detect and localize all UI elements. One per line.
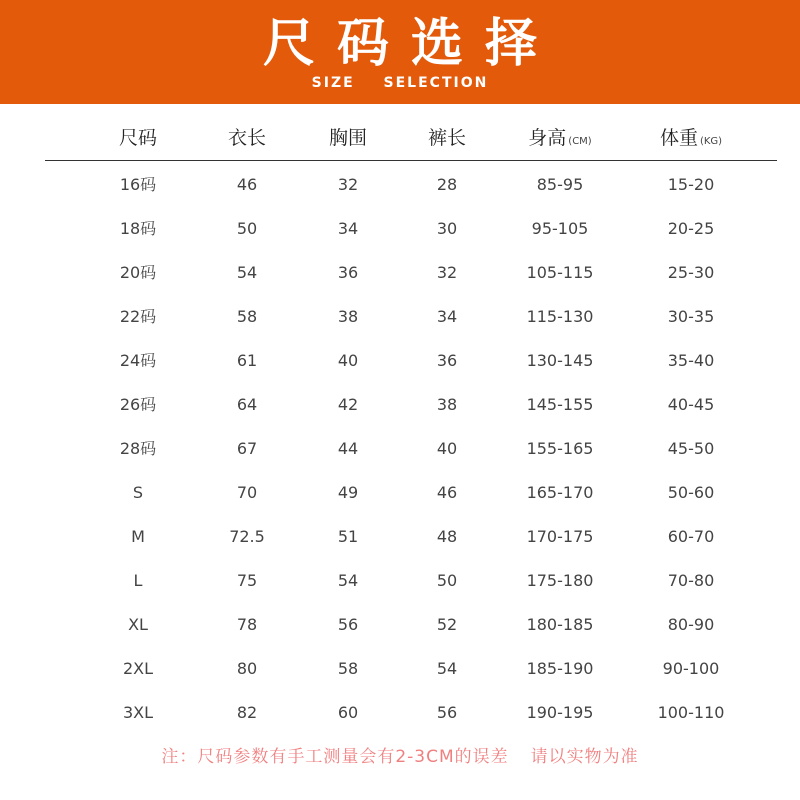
cell-size: 28码 (119, 439, 157, 458)
cell-pants-length: 56 (436, 703, 458, 722)
column-header-height: 身高 (CM) (528, 127, 592, 149)
cell-height: 155-165 (526, 439, 594, 458)
cell-chest: 44 (337, 439, 359, 458)
measurement-note (0, 742, 800, 767)
column-header-size: 尺码 (118, 127, 158, 149)
table-row (45, 649, 777, 693)
cell-size: XL (128, 615, 148, 634)
table-body (45, 165, 777, 737)
cell-weight: 40-45 (667, 395, 715, 414)
cell-size: 26码 (119, 395, 157, 414)
cell-weight: 90-100 (662, 659, 720, 678)
cell-pants-length: 34 (436, 307, 458, 326)
weight-unit: (KG) (699, 136, 723, 147)
cell-weight: 25-30 (667, 263, 715, 282)
cell-chest: 42 (337, 395, 359, 414)
cell-length: 46 (236, 175, 258, 194)
cell-chest: 56 (337, 615, 359, 634)
cell-pants-length: 48 (436, 527, 458, 546)
table-header-row (45, 116, 777, 161)
cell-length: 54 (236, 263, 258, 282)
cell-weight: 80-90 (667, 615, 715, 634)
cell-weight: 60-70 (667, 527, 715, 546)
page-subtitle: SIZE SELECTION (311, 75, 489, 91)
cell-height: 180-185 (526, 615, 594, 634)
cell-weight: 20-25 (667, 219, 715, 238)
cell-size: L (133, 571, 143, 590)
cell-weight: 35-40 (667, 351, 715, 370)
table-row (45, 385, 777, 429)
column-header-weight: 体重 (KG) (659, 127, 723, 149)
cell-height: 170-175 (526, 527, 594, 546)
header-banner (0, 0, 800, 104)
cell-size: 16码 (119, 175, 157, 194)
cell-weight: 100-110 (657, 703, 725, 722)
column-header-length: 衣长 (227, 127, 267, 149)
cell-length: 67 (236, 439, 258, 458)
cell-weight: 45-50 (667, 439, 715, 458)
cell-chest: 49 (337, 483, 359, 502)
cell-pants-length: 32 (436, 263, 458, 282)
cell-length: 58 (236, 307, 258, 326)
cell-weight: 70-80 (667, 571, 715, 590)
cell-length: 61 (236, 351, 258, 370)
cell-chest: 34 (337, 219, 359, 238)
cell-pants-length: 46 (436, 483, 458, 502)
cell-size: 20码 (119, 263, 157, 282)
table-row (45, 517, 777, 561)
cell-pants-length: 52 (436, 615, 458, 634)
cell-height: 165-170 (526, 483, 594, 502)
table-row (45, 429, 777, 473)
cell-size: 24码 (119, 351, 157, 370)
cell-height: 130-145 (526, 351, 594, 370)
cell-length: 75 (236, 571, 258, 590)
height-unit: (CM) (568, 136, 592, 147)
table-row (45, 693, 777, 737)
table-row (45, 253, 777, 297)
table-row (45, 605, 777, 649)
cell-pants-length: 30 (436, 219, 458, 238)
page-title: 尺码选择 (262, 14, 559, 74)
cell-chest: 54 (337, 571, 359, 590)
size-table (45, 116, 777, 737)
note-text-2: 请以实物为准 (530, 747, 639, 767)
column-header-pants-length: 裤长 (427, 127, 467, 149)
cell-length: 72.5 (229, 527, 265, 546)
cell-size: M (131, 527, 145, 546)
cell-size: 3XL (122, 703, 154, 722)
cell-chest: 40 (337, 351, 359, 370)
cell-height: 145-155 (526, 395, 594, 414)
column-header-chest: 胸围 (328, 127, 368, 149)
cell-size: 22码 (119, 307, 157, 326)
cell-height: 115-130 (526, 307, 594, 326)
cell-chest: 58 (337, 659, 359, 678)
table-row (45, 561, 777, 605)
cell-pants-length: 38 (436, 395, 458, 414)
cell-length: 80 (236, 659, 258, 678)
cell-height: 190-195 (526, 703, 594, 722)
cell-size: 2XL (122, 659, 154, 678)
table-row (45, 165, 777, 209)
cell-height: 95-105 (531, 219, 589, 238)
cell-length: 70 (236, 483, 258, 502)
cell-length: 64 (236, 395, 258, 414)
table-row (45, 473, 777, 517)
cell-pants-length: 36 (436, 351, 458, 370)
cell-height: 105-115 (526, 263, 594, 282)
note-text: 注：尺码参数有手工测量会有2-3CM的误差 (161, 747, 509, 767)
cell-size: S (132, 483, 144, 502)
cell-pants-length: 54 (436, 659, 458, 678)
cell-length: 82 (236, 703, 258, 722)
cell-length: 78 (236, 615, 258, 634)
cell-length: 50 (236, 219, 258, 238)
cell-chest: 36 (337, 263, 359, 282)
cell-pants-length: 40 (436, 439, 458, 458)
cell-chest: 32 (337, 175, 359, 194)
cell-weight: 50-60 (667, 483, 715, 502)
table-row (45, 209, 777, 253)
cell-height: 85-95 (536, 175, 584, 194)
table-row (45, 297, 777, 341)
cell-size: 18码 (119, 219, 157, 238)
cell-chest: 38 (337, 307, 359, 326)
cell-height: 185-190 (526, 659, 594, 678)
cell-chest: 60 (337, 703, 359, 722)
cell-pants-length: 50 (436, 571, 458, 590)
table-row (45, 341, 777, 385)
cell-weight: 30-35 (667, 307, 715, 326)
cell-chest: 51 (337, 527, 359, 546)
cell-pants-length: 28 (436, 175, 458, 194)
cell-weight: 15-20 (667, 175, 715, 194)
cell-height: 175-180 (526, 571, 594, 590)
